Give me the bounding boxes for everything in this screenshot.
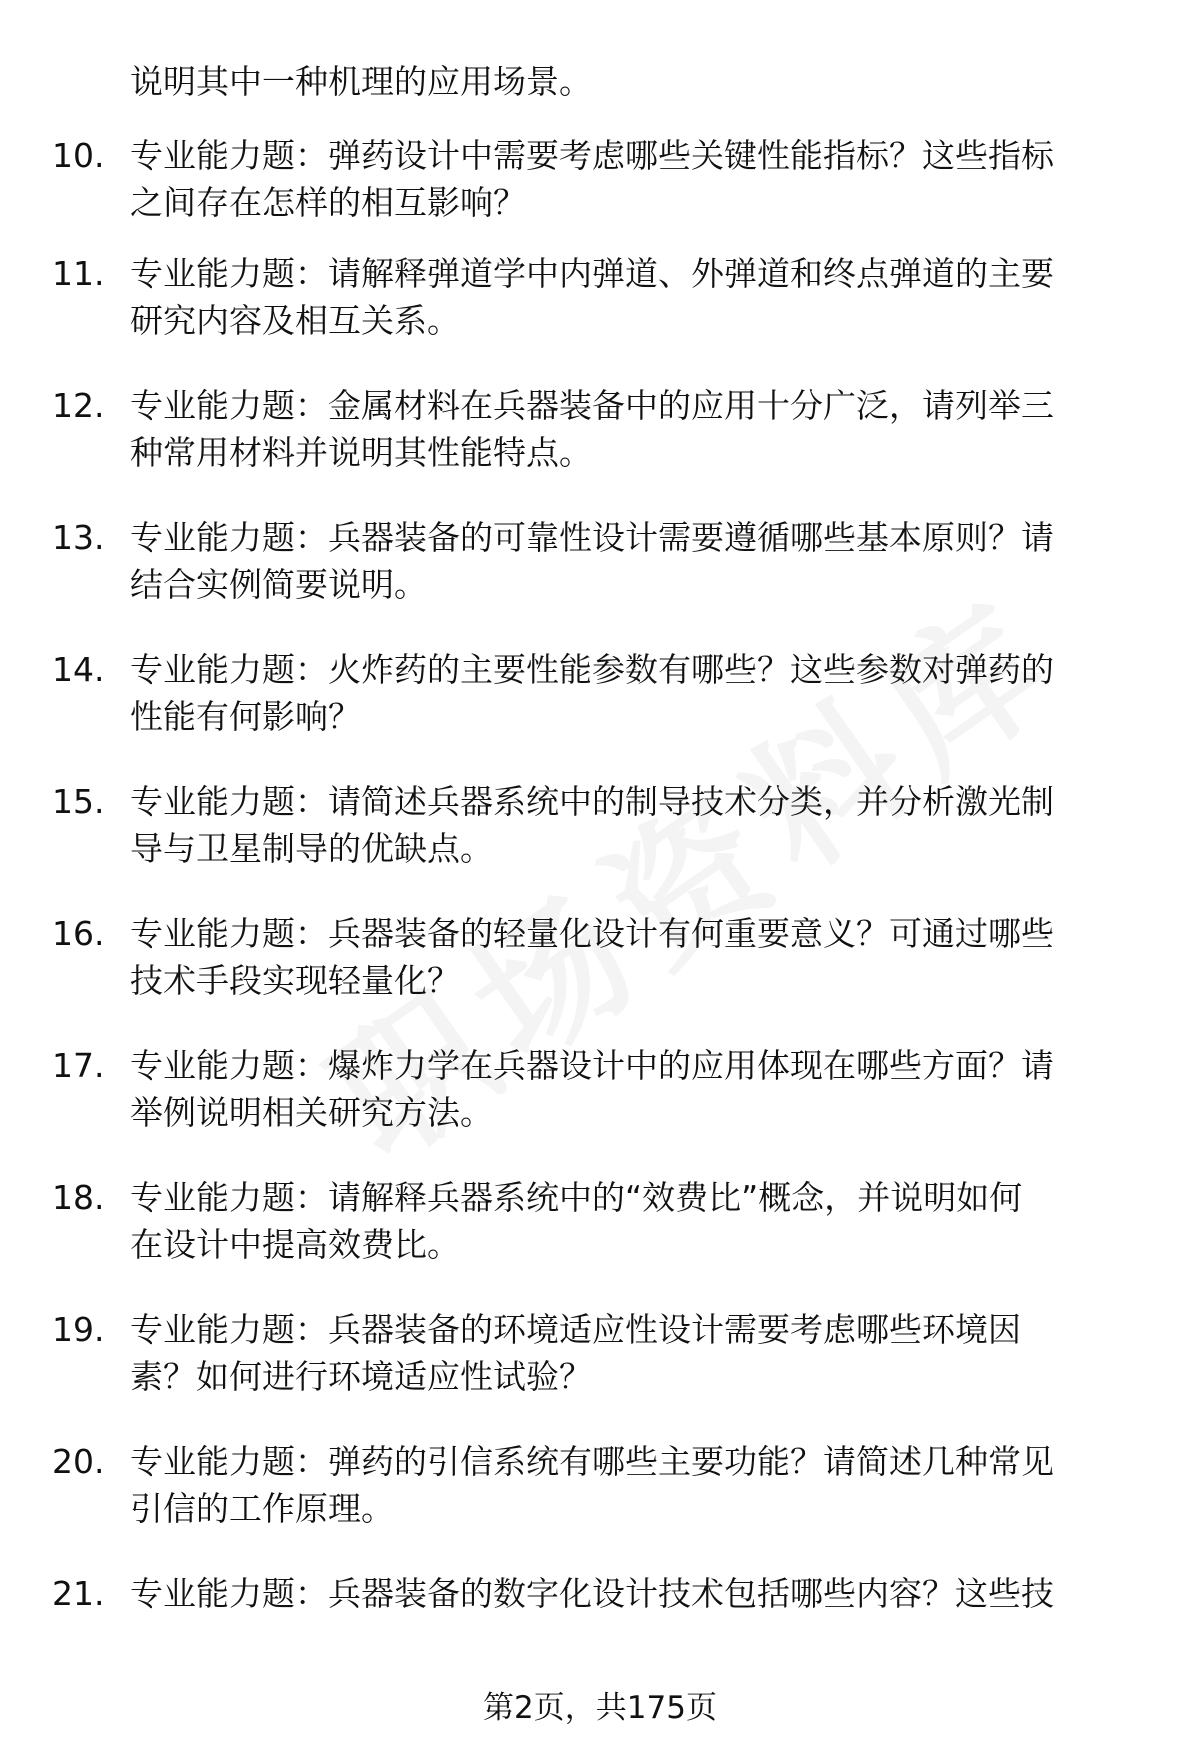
- question-text: [130, 250, 1140, 344]
- question-number: 10.: [52, 136, 105, 175]
- question-line: 导与卫星制导的优缺点。: [130, 829, 493, 868]
- page-footer: 第2页，共175页: [483, 1690, 717, 1726]
- question-line: 种常用材料并说明其性能特点。: [130, 433, 592, 472]
- question-line: 专业能力题：金属材料在兵器装备中的应用十分广泛，请列举三: [130, 386, 1054, 425]
- question-line: 结合实例简要说明。: [130, 565, 427, 604]
- question-number: 16.: [52, 914, 105, 953]
- question-line: 专业能力题：请解释兵器系统中的“效费比”概念，并说明如何: [130, 1178, 1023, 1217]
- question-text: [130, 1570, 1140, 1617]
- question-line: 专业能力题：请简述兵器系统中的制导技术分类，并分析激光制: [130, 782, 1054, 821]
- question-line: 性能有何影响？: [130, 697, 361, 736]
- question-text: [130, 132, 1140, 226]
- question-number: 19.: [52, 1310, 105, 1349]
- question-text: [130, 1438, 1140, 1532]
- question-line: 专业能力题：兵器装备的可靠性设计需要遵循哪些基本原则？请: [130, 518, 1054, 557]
- question-line: 之间存在怎样的相互影响？: [130, 183, 526, 222]
- question-text: [130, 382, 1140, 476]
- question-number: 12.: [52, 386, 105, 425]
- question-line: 专业能力题：兵器装备的环境适应性设计需要考虑哪些环境因: [130, 1310, 1021, 1349]
- question-text: [130, 514, 1140, 608]
- question-line: 专业能力题：兵器装备的轻量化设计有何重要意义？可通过哪些: [130, 914, 1054, 953]
- question-line: 专业能力题：火炸药的主要性能参数有哪些？这些参数对弹药的: [130, 650, 1054, 689]
- question-line: 研究内容及相互关系。: [130, 301, 460, 340]
- question-text: [130, 1306, 1140, 1400]
- question-line: 专业能力题：爆炸力学在兵器设计中的应用体现在哪些方面？请: [130, 1046, 1054, 1085]
- continued-text: 说明其中一种机理的应用场景。: [130, 62, 592, 101]
- question-text: [130, 1174, 1140, 1268]
- question-number: 18.: [52, 1178, 105, 1217]
- question-number: 15.: [52, 782, 105, 821]
- question-text: [130, 910, 1140, 1004]
- question-number: 20.: [52, 1442, 105, 1481]
- question-line: 专业能力题：兵器装备的数字化设计技术包括哪些内容？这些技: [130, 1574, 1054, 1613]
- question-line: 专业能力题：弹药的引信系统有哪些主要功能？请简述几种常见: [130, 1442, 1054, 1481]
- question-number: 17.: [52, 1046, 105, 1085]
- question-line: 素？如何进行环境适应性试验？: [130, 1357, 592, 1396]
- question-line: 引信的工作原理。: [130, 1489, 394, 1528]
- question-text: [130, 646, 1140, 740]
- question-line: 专业能力题：请解释弹道学中内弹道、外弹道和终点弹道的主要: [130, 254, 1054, 293]
- question-line: 专业能力题：弹药设计中需要考虑哪些关键性能指标？这些指标: [130, 136, 1054, 175]
- question-number: 21.: [52, 1574, 105, 1613]
- question-number: 14.: [52, 650, 105, 689]
- question-number: 13.: [52, 518, 105, 557]
- question-number: 11.: [52, 254, 105, 293]
- question-line: 在设计中提高效费比。: [130, 1225, 460, 1264]
- question-text: [130, 778, 1140, 872]
- question-text: [130, 1042, 1140, 1136]
- question-line: 举例说明相关研究方法。: [130, 1093, 493, 1132]
- question-line: 技术手段实现轻量化？: [130, 961, 460, 1000]
